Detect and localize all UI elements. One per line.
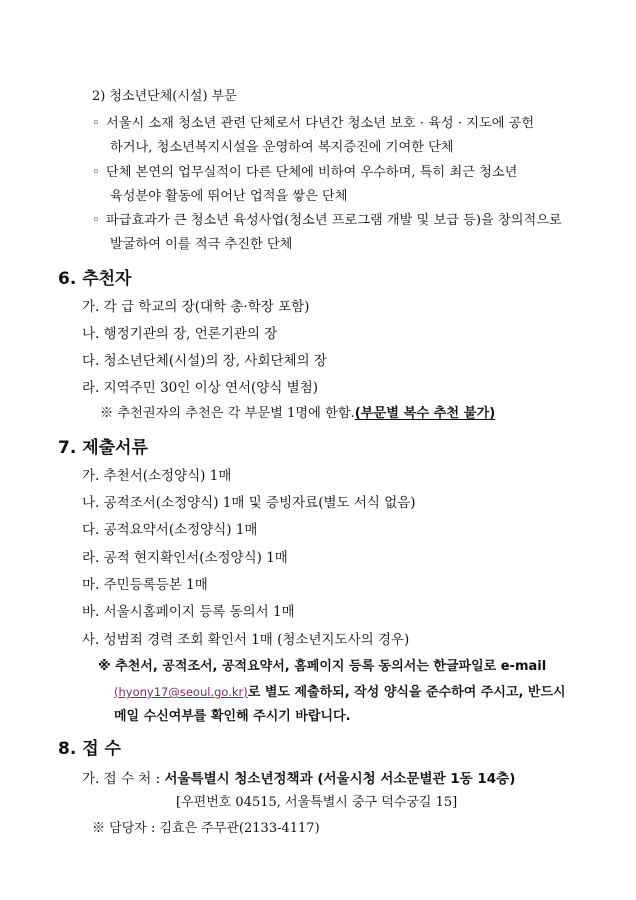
list-item: 마. 주민등록등본 1매 (82, 577, 208, 593)
list-item: 가. 추천서(소정양식) 1매 (82, 468, 232, 484)
email-link[interactable]: (hyony17@seoul.go.kr) (114, 685, 248, 699)
bullet-text: 단체 본연의 업무실적이 다른 단체에 비하여 우수하며, 특히 최근 청소년 (106, 165, 518, 180)
bullet-text: 파급효과가 큰 청소년 육성사업(청소년 프로그램 개발 및 보급 등)을 창의적으로 (106, 213, 562, 228)
reception-label: 가. 접 수 처 : (82, 771, 165, 787)
bullet-item-1 (92, 115, 534, 133)
list-item: 나. 공적조서(소정양식) 1매 및 증빙자료(별도 서식 없음) (82, 495, 416, 511)
note-emphasis: (부문별 복수 추천 불가) (354, 406, 496, 421)
note-text: 로 별도 제출하되, 작성 양식을 준수하여 주시고, 반드시 (247, 685, 566, 700)
recommend-note (100, 405, 495, 423)
bullet-mark: ◦ (92, 116, 100, 131)
postal-address: [우편번호 04515, 서울특별시 중구 덕수궁길 15] (176, 795, 458, 810)
list-item: 나. 행정기관의 장, 언론기관의 장 (82, 326, 278, 342)
bullet-mark: ◦ (92, 165, 100, 180)
list-item: 사. 성범죄 경력 조회 확인서 1매 (청소년지도사의 경우) (82, 632, 410, 648)
submission-note-line-3: 메일 수신여부를 확인해 주시기 바랍니다. (114, 709, 351, 724)
bullet-continuation: 육성분야 활동에 뛰어난 업적을 쌓은 단체 (110, 189, 348, 204)
bullet-text: 서울시 소재 청소년 관련 단체로서 다년간 청소년 보호 · 육성 · 지도에 공헌 (106, 116, 535, 131)
bullet-item-3 (92, 212, 562, 230)
list-item: 라. 지역주민 30인 이상 연서(양식 별첨) (82, 380, 319, 396)
list-item: 다. 공적요약서(소정양식) 1매 (82, 522, 258, 538)
bullet-continuation: 하거나, 청소년복지시설을 운영하여 복지증진에 기여한 단체 (110, 140, 454, 155)
subsection-heading: 2) 청소년단체(시설) 부문 (92, 89, 237, 104)
bullet-continuation: 발굴하여 이를 적극 추진한 단체 (110, 237, 293, 252)
list-item: 라. 공적 현지확인서(소정양식) 1매 (82, 550, 288, 566)
reception-value: 서울특별시 청소년정책과 (서울시청 서소문별관 1동 14층) (164, 771, 516, 787)
list-item: 다. 청소년단체(시설)의 장, 사회단체의 장 (82, 353, 327, 369)
section-title-documents: 7. 제출서류 (58, 438, 148, 458)
bullet-item-2 (92, 164, 517, 182)
submission-note-line-2 (114, 683, 566, 702)
list-item: 바. 서울시홈페이지 등록 동의서 1매 (82, 604, 295, 620)
reception-place (82, 770, 515, 788)
submission-note-line-1: ※ 추천서, 공적조서, 공적요약서, 홈페이지 등록 동의서는 한글파일로 e-mail (98, 659, 547, 674)
list-item: 가. 각 급 학교의 장(대학 총·학장 포함) (82, 299, 310, 315)
bullet-mark: ◦ (92, 213, 100, 228)
section-title-recommender: 6. 추천자 (58, 269, 132, 289)
section-title-reception: 8. 접 수 (58, 739, 121, 759)
note-text: ※ 추천권자의 추천은 각 부문별 1명에 한함. (100, 406, 355, 421)
contact-person: ※ 담당자 : 김효은 주무관(2133-4117) (92, 821, 320, 836)
